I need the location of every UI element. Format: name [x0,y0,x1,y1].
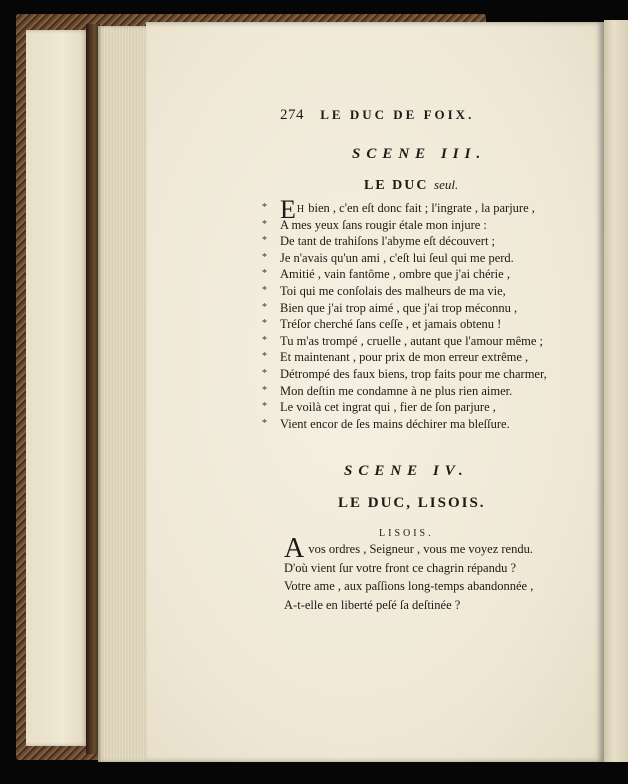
line-marker: * [262,284,267,296]
scene-4-heading: SCENE IV. [344,463,469,479]
verse-text: bien , c'en eſt donc fait ; l'ingrate , la parjure , [305,201,535,215]
drop-cap: A [284,533,305,564]
facing-page-edge [604,20,628,762]
line-marker: * [262,318,267,330]
verse-text: Tu m'as trompé , cruelle , autant que l'amour même ; [280,333,544,348]
speaker-name: LE DUC [364,178,429,193]
verse-line: Votre ame , aux paſſions long-temps abandonnée , [284,579,534,593]
verse-text: Bien que j'ai trop aimé , que j'ai trop méconnu , [280,300,518,315]
verse-text: Le voilà cet ingrat qui , fier de ſon parjure , [280,400,496,415]
scene-4-characters: LE DUC, LISOIS. [338,495,486,511]
line-marker: * [262,251,267,263]
verse-text: Toi qui me conſolais des malheurs de ma vie, [280,283,506,298]
verse-line: D'où vient ſur votre front ce chagrin répandu ? [284,560,517,575]
verse-text: Je n'avais qu'un ami , c'eſt lui ſeul qui me perd. [280,250,514,265]
running-title: LE DUC DE FOIX. [320,107,475,122]
page-edges [98,26,148,762]
small-cap: H [296,204,306,215]
line-marker: * [262,202,267,213]
verse-text: De tant de trahiſons l'abyme eſt découvert ; [280,234,496,249]
scene-3-speaker [364,177,458,194]
verse-text: Et maintenant , pour prix de mon erreur extrême , [280,350,529,365]
line-marker: * [262,384,267,396]
line-marker: * [262,268,267,280]
verse-text: vos ordres , Seigneur , vous me voyez rendu. [305,542,533,556]
line-marker: * [262,367,267,379]
line-marker: * [262,417,267,429]
verse-text: Tréſor cherché ſans ceſſe , et jamais obtenu ! [280,317,502,332]
verse-text: Détrompé des faux biens, trop faits pour me charmer, [280,366,547,381]
stage-direction: seul. [434,177,459,192]
scene-4-speaker: LISOIS. [379,528,434,539]
inside-cover [26,30,88,746]
running-header [280,107,474,124]
verse-text: Amitié , vain fantôme , ombre que j'ai chérie , [280,267,510,282]
line-marker: * [262,301,267,313]
page-number: 274 [280,107,304,123]
verse-line: A-t-elle en liberté peſé ſa deſtinée ? [284,597,461,612]
line-marker: * [262,351,267,363]
line-marker: * [262,235,267,247]
scene-3-heading: SCENE III. [352,146,487,162]
verse-text: Mon deſtin me condamne à ne plus rien aimer. [280,383,513,398]
verse-text: A mes yeux ſans rougir étale mon injure : [280,217,487,232]
line-marker: * [262,401,267,413]
verse-text: Vient encor de ſes mains déchirer ma bleſſure. [280,416,510,431]
line-marker: * [262,218,267,230]
drop-cap: E [280,195,296,224]
line-marker: * [262,334,267,346]
